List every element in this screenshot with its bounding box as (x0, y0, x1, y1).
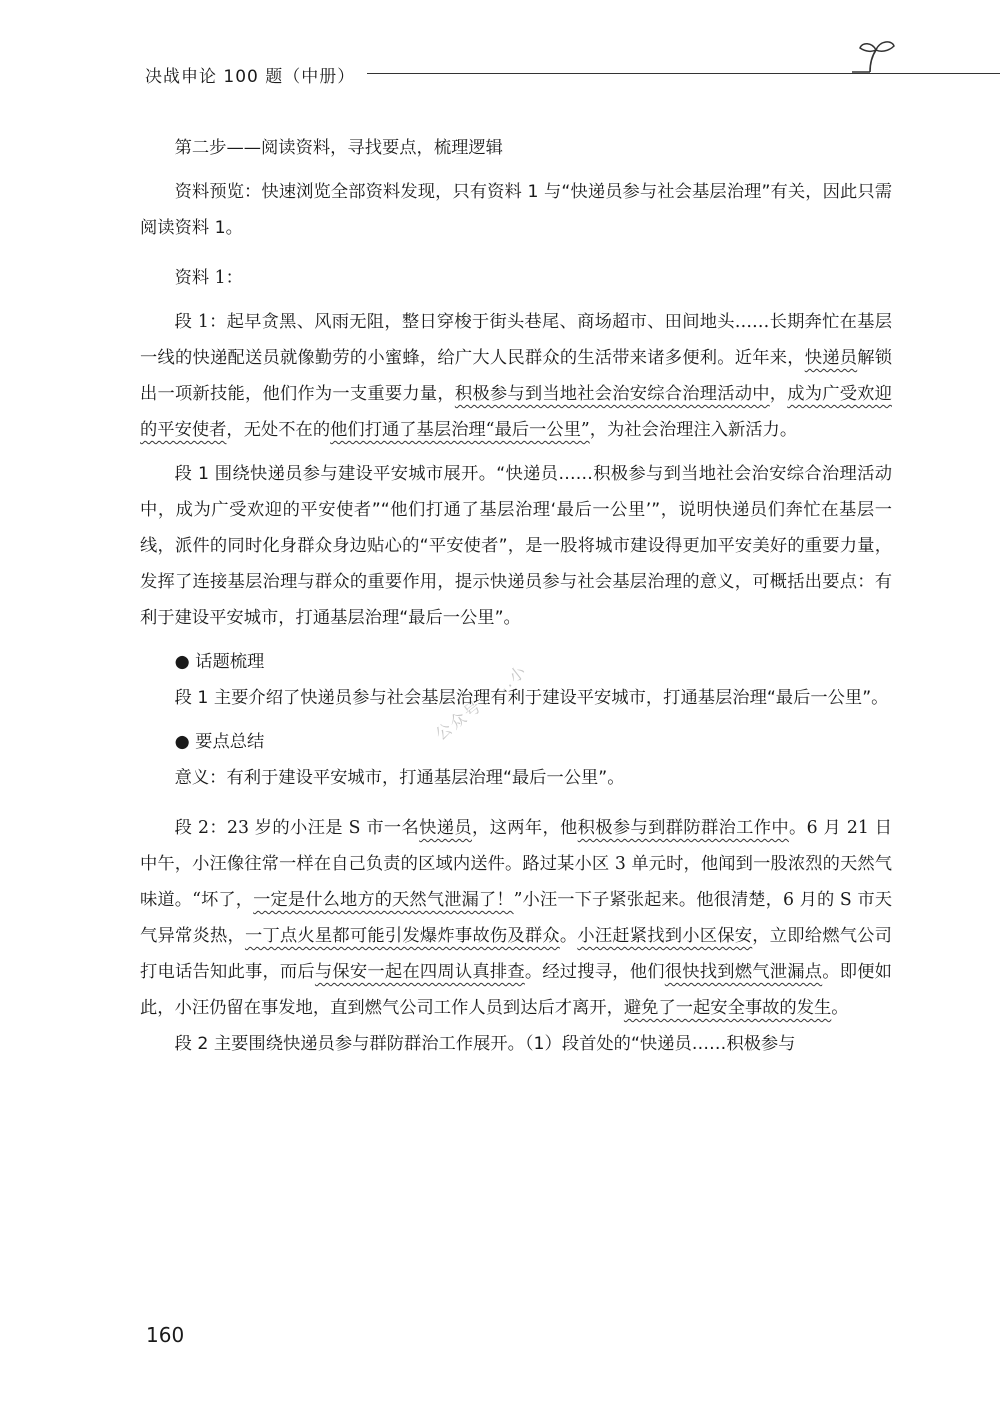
text-run: 。6 月 21 日中午，小汪像往常一样在自己负责的区域内送件。路过某小区 3 单元时，他闻到一股浓烈的天然气味道。“坏了， (140, 818, 892, 910)
bullet-icon: ● (174, 652, 196, 672)
underlined-text: 与保安一起在四周认真排查 (314, 962, 525, 982)
text-run: ，无处不在的 (226, 420, 331, 440)
analysis-paragraph-2: 段 2 主要围绕快递员参与群防群治工作展开。（1）段首处的“快递员……积极参与 (174, 1034, 796, 1054)
text-run: 。 (831, 998, 849, 1018)
step-heading: 第二步——阅读资料，寻找要点，梳理逻辑 (174, 138, 503, 158)
underlined-text: 积极参与到群防群治工作中 (577, 818, 790, 838)
underlined-text: 积极参与到当地社会治安综合治理活动中 (454, 384, 770, 404)
underlined-text: 一定是什么地方的天然气泄漏了！ (253, 890, 514, 910)
analysis-paragraph-1: 段 1 围绕快递员参与建设平安城市展开。“快递员……积极参与到当地社会治安综合治理活动中，成为广受欢迎的平安使者”“他们打通了基层治理‘最后一公里’”，说明快递员们奔忙在基层一线，派件的同时化身群众身边贴心的“平安使者”，是一股将城市建设得更加平安美好的重要力量，发挥了连接基层治理与群众的重要作用，提示快递员参与社会基层治理的意义，可概括出要点：有利于建设平安城市，打通基层治理“最后一公里”。 (140, 464, 892, 628)
summary-text: 意义：有利于建设平安城市，打通基层治理“最后一公里”。 (174, 768, 625, 788)
topic-label: 话题梳理 (195, 652, 265, 672)
text-run: 段 1：起早贪黑、风雨无阻，整日穿梭于街头巷尾、商场超市、田间地头……长期奔忙在基层一线的快递配送员就像勤劳的小蜜蜂，给广大人民群众的生活带来诸多便利。近年来， (140, 312, 892, 368)
header-rule (367, 73, 1000, 74)
underlined-text: 成为广受欢迎的平安使者 (140, 384, 892, 440)
material-label: 资料 1： (174, 268, 243, 288)
bullet-icon: ● (174, 732, 196, 752)
underlined-text: 很快找到燃气泄漏点 (664, 962, 823, 982)
underlined-text: 避免了一起安全事故的发生 (623, 998, 832, 1018)
sprout-icon (842, 36, 898, 76)
page-content (140, 130, 892, 1062)
topic-text: 段 1 主要介绍了快递员参与社会基层治理有利于建设平安城市，打通基层治理“最后一公里”。 (174, 688, 889, 708)
text-run: ， (769, 384, 788, 404)
underlined-text: 小汪赶紧找到小区保安 (577, 926, 753, 946)
underlined-text: 他们打通了基层治理“最后一公里” (330, 420, 590, 440)
underlined-text: 快递员 (419, 818, 472, 838)
paragraph-2 (140, 810, 892, 1026)
text-run: 段 2：23 岁的小汪是 S 市一名 (174, 818, 420, 838)
page-number: 160 (146, 1323, 185, 1347)
text-run: 。 (559, 926, 578, 946)
text-run: 解锁出一项新技能，他们作为一支重要力量， (140, 348, 892, 404)
underlined-text: 快递员 (804, 348, 858, 368)
summary-heading (140, 724, 892, 760)
material-preview: 资料预览：快速浏览全部资料发现，只有资料 1 与“快递员参与社会基层治理”有关，因此只需阅读资料 1。 (140, 182, 892, 238)
book-title: 决战申论 100 题（中册） (145, 67, 356, 87)
text-run: ”小汪一下子紧张起来。他很清楚，6 月的 S 市天气异常炎热， (140, 890, 892, 946)
paragraph-1 (140, 304, 892, 448)
text-run: ，立即给燃气公司打电话告知此事，而后 (140, 926, 892, 982)
text-run: ，为社会治理注入新活力。 (589, 420, 798, 440)
topic-heading (140, 644, 892, 680)
text-run: 。即便如此，小汪仍留在事发地，直到燃气公司工作人员到达后才离开， (140, 962, 892, 1018)
text-run: 。经过搜寻，他们 (524, 962, 665, 982)
page-header (145, 58, 905, 98)
watermark: 公众号：...小 (431, 660, 531, 745)
underlined-text: 一丁点火星都可能引发爆炸事故伤及群众 (244, 926, 560, 946)
text-run: ，这两年，他 (472, 818, 578, 838)
summary-label: 要点总结 (195, 732, 265, 752)
